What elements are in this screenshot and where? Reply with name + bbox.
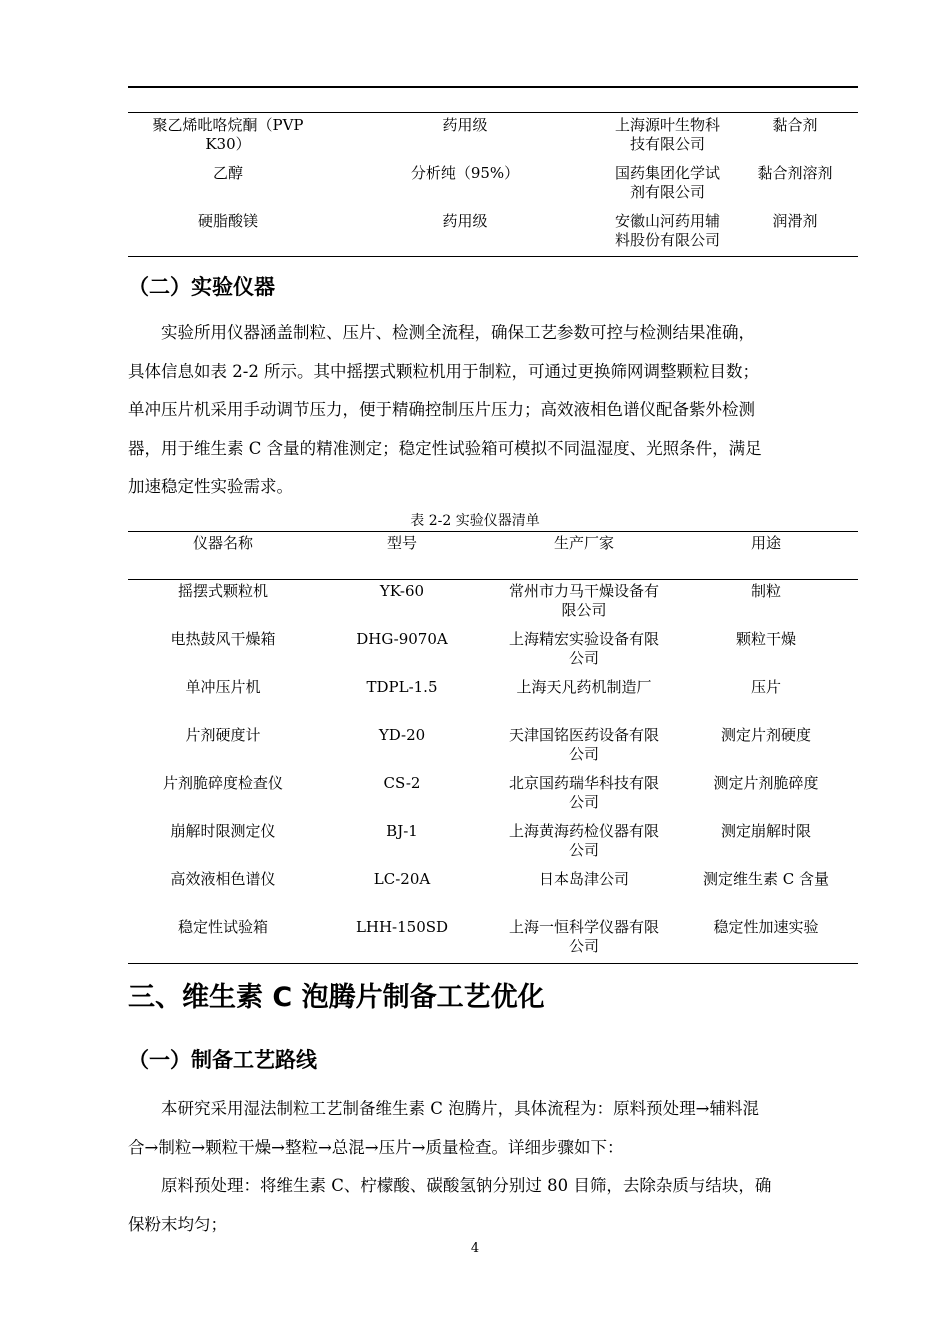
instrument-table-bottom-border [128,963,858,964]
material-name-line2: K30） [205,135,251,153]
process-paragraph [128,1090,858,1244]
paragraph-line: 原料预处理：将维生素 C、柠檬酸、碳酸氢钠分别过 80 目筛，去除杂质与结块，确 [161,1176,772,1195]
maker-line1: 上海源叶生物科 [614,116,720,134]
material-use: 黏合剂溶剂 [757,164,833,182]
maker-line: 公司 [568,841,599,859]
instrument-name: 单冲压片机 [185,678,261,696]
header-rule [128,86,858,88]
material-name: 乙醇 [212,164,243,182]
material-use: 黏合剂 [772,116,818,134]
instrument-maker [486,678,682,697]
instrument-name: 片剂脆碎度检查仪 [162,774,283,792]
material-name-line1: 聚乙烯吡咯烷酮（PVP [152,116,304,134]
paragraph-line: 器，用于维生素 C 含量的精准测定；稳定性试验箱可模拟不同温湿度、光照条件，满足 [128,438,762,458]
maker-line2: 剂有限公司 [629,183,705,201]
column-header-use: 用途 [750,534,781,552]
maker-line: 公司 [568,793,599,811]
instrument-model: LHH-150SD [355,918,449,936]
column-header-name: 仪器名称 [192,534,253,552]
top-table-bottom-border [128,256,858,257]
instrument-model: YK-60 [379,582,425,600]
top-table-top-border [128,112,858,113]
maker-line2: 料股份有限公司 [614,231,720,249]
instrument-model: CS-2 [383,774,421,792]
section-heading-instruments: （二）实验仪器 [128,275,275,299]
section-heading-process-route: （一）制备工艺路线 [128,1048,317,1072]
instrument-name: 电热鼓风干燥箱 [170,630,276,648]
maker-line: 天津国铭医药设备有限 [508,726,659,744]
maker-line: 上海黄海药检仪器有限 [508,822,659,840]
maker-line1: 安徽山河药用辅 [614,212,720,230]
instrument-name: 片剂硬度计 [185,726,261,744]
maker-line: 日本岛津公司 [538,870,629,888]
instrument-maker [486,822,682,860]
instrument-model: BJ-1 [386,822,418,840]
instrument-maker [486,630,682,668]
instrument-use: 颗粒干燥 [735,630,796,648]
instrument-model: TDPL-1.5 [366,678,438,696]
column-header-maker: 生产厂家 [553,534,614,552]
instrument-name: 崩解时限测定仪 [170,822,276,840]
material-maker [585,164,750,202]
page-number: 4 [470,1241,480,1256]
maker-line: 北京国药瑞华科技有限 [508,774,659,792]
column-header-model: 型号 [386,534,417,552]
instruments-paragraph [128,314,858,507]
instrument-name: 稳定性试验箱 [177,918,268,936]
instrument-model: DHG-9070A [356,630,448,648]
instrument-model: LC-20A [373,870,431,888]
maker-line: 上海精宏实验设备有限 [508,630,659,648]
material-maker [585,212,750,250]
instrument-table-top-border [128,531,858,532]
instrument-table-header-border [128,579,858,580]
maker-line2: 技有限公司 [629,135,705,153]
material-name [128,116,328,154]
paragraph-line: 单冲压片机采用手动调节压力，便于精确控制压片压力；高效液相色谱仪配备紫外检测 [128,400,755,419]
instrument-use: 制粒 [750,582,781,600]
instrument-name: 摇摆式颗粒机 [177,582,268,600]
table-caption: 表 2-2 实验仪器清单 [410,513,540,529]
paragraph-line: 合→制粒→颗粒干燥→整粒→总混→压片→质量检查。详细步骤如下： [128,1137,624,1157]
instrument-maker [486,870,682,889]
instrument-use: 测定片剂硬度 [720,726,811,744]
instrument-use: 测定片剂脆碎度 [713,774,819,792]
maker-line1: 国药集团化学试 [614,164,720,182]
material-use: 润滑剂 [772,212,818,230]
instrument-use: 压片 [750,678,781,696]
maker-line: 常州市力马干燥设备有 [508,582,659,600]
material-grade: 药用级 [442,212,488,230]
instrument-maker [486,918,682,956]
maker-line: 限公司 [561,601,607,619]
instrument-use: 稳定性加速实验 [713,918,819,936]
instrument-maker [486,726,682,764]
instrument-use: 测定崩解时限 [720,822,811,840]
paragraph-line: 保粉末均匀； [128,1214,227,1234]
paragraph-line: 本研究采用湿法制粒工艺制备维生素 C 泡腾片，具体流程为：原料预处理→辅料混 [161,1099,759,1118]
material-grade: 药用级 [442,116,488,134]
paragraph-line: 实验所用仪器涵盖制粒、压片、检测全流程，确保工艺参数可控与检测结果准确， [161,323,755,342]
material-maker [585,116,750,154]
paragraph-line: 加速稳定性实验需求。 [128,477,293,496]
chapter-heading: 三、维生素 C 泡腾片制备工艺优化 [128,982,545,1013]
material-name: 硬脂酸镁 [197,212,258,230]
instrument-maker [486,582,682,620]
maker-line: 上海一恒科学仪器有限 [508,918,659,936]
maker-line: 公司 [568,937,599,955]
instrument-use: 测定维生素 C 含量 [702,870,829,888]
instrument-maker [486,774,682,812]
maker-line: 公司 [568,745,599,763]
paragraph-line: 具体信息如表 2-2 所示。其中摇摆式颗粒机用于制粒，可通过更换筛网调整颗粒目数； [128,361,760,381]
maker-line: 公司 [568,649,599,667]
maker-line: 上海天凡药机制造厂 [516,678,652,696]
instrument-name: 高效液相色谱仪 [170,870,276,888]
instrument-model: YD-20 [378,726,426,744]
material-grade: 分析纯（95%） [410,164,520,182]
